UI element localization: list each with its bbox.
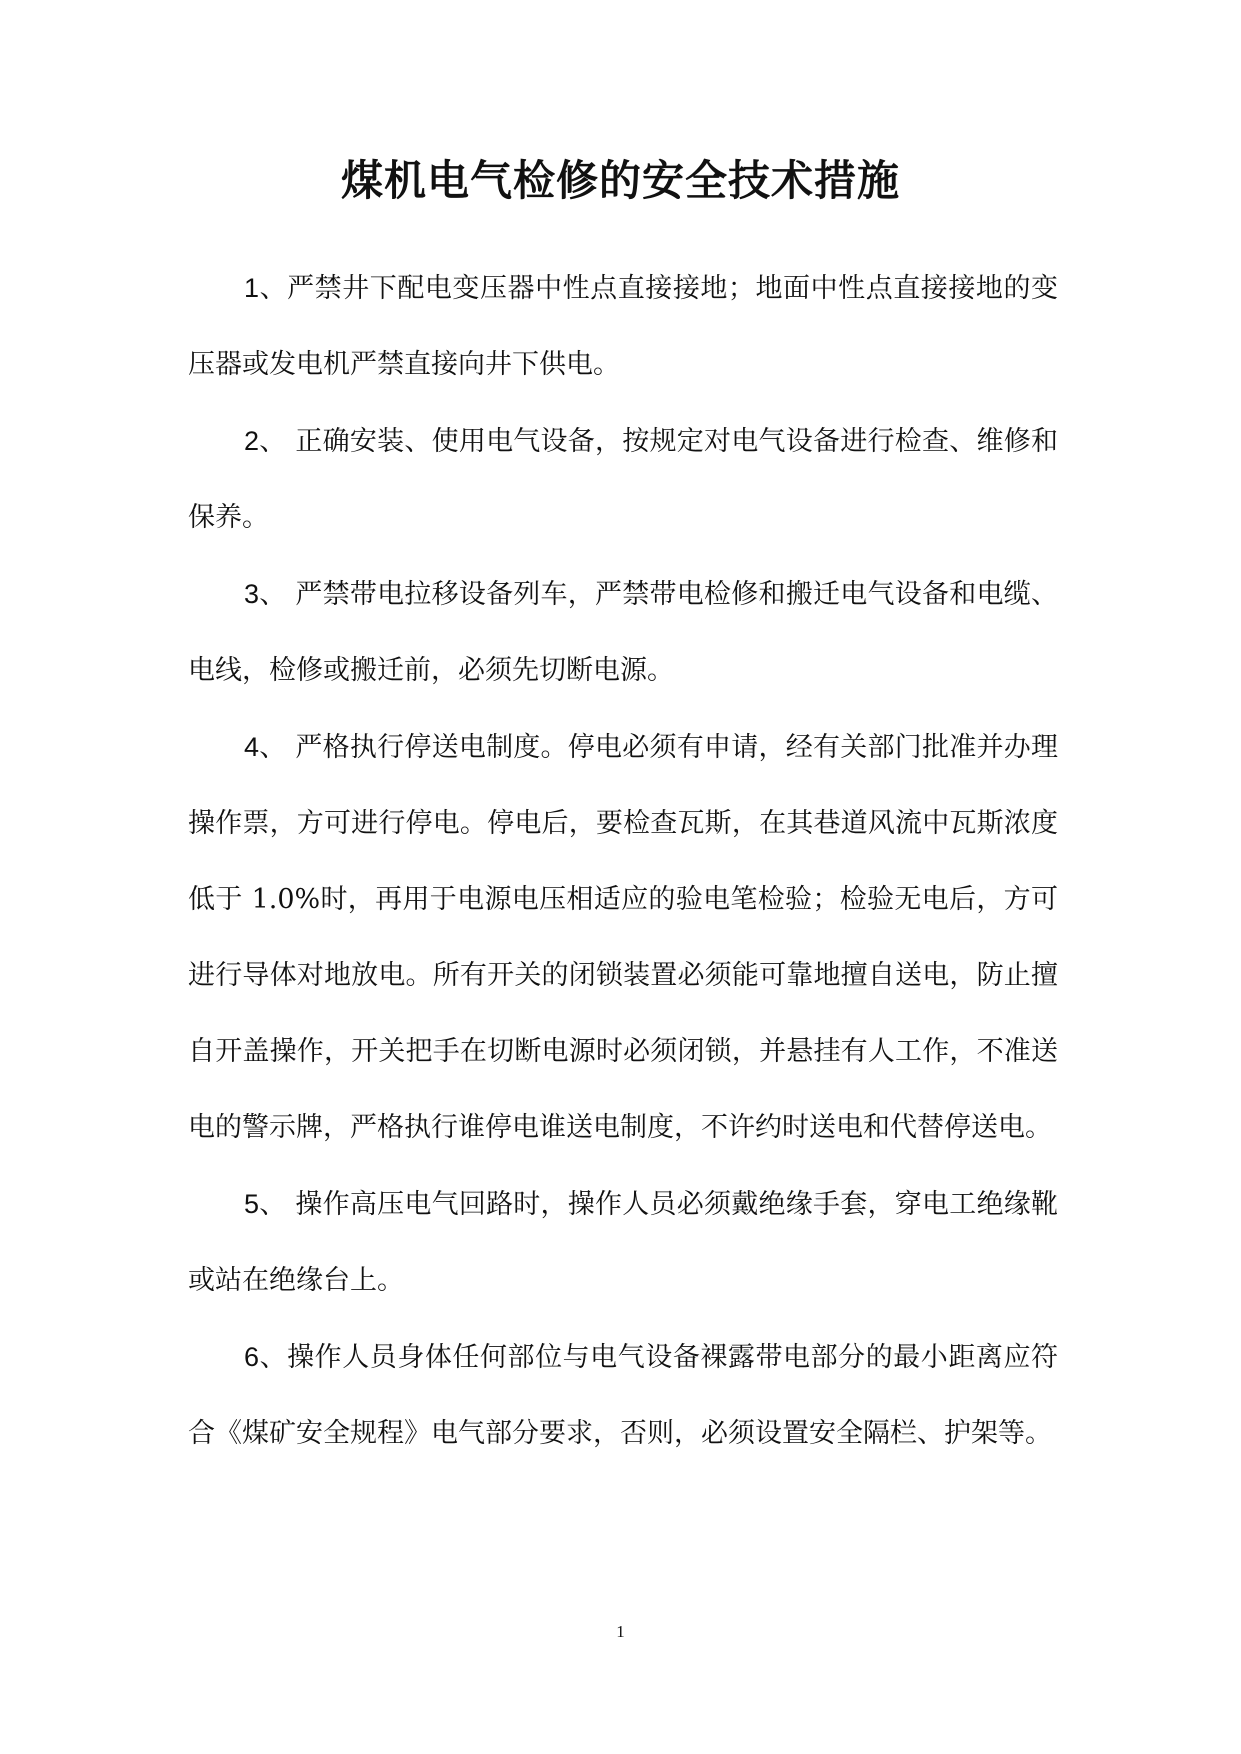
paragraph-text: 严禁带电拉移设备列车，严禁带电检修和搬迁电气设备和电缆、电线，检修或搬迁前，必须先切断电源。 bbox=[188, 579, 1058, 686]
paragraph-number: 5、 bbox=[244, 1189, 287, 1219]
document-title: 煤机电气检修的安全技术措施 bbox=[340, 156, 900, 205]
paragraph-text: 操作人员身体任何部位与电气设备裸露带电部分的最小距离应符合《煤矿安全规程》电气部分要求，否则，必须设置安全隔栏、护架等。 bbox=[188, 1342, 1058, 1449]
paragraph-number: 6、 bbox=[244, 1342, 288, 1372]
paragraph-5 bbox=[188, 1166, 1058, 1319]
paragraph-text: 正确安装、使用电气设备，按规定对电气设备进行检查、维修和保养。 bbox=[188, 426, 1058, 533]
paragraph-4 bbox=[188, 709, 1058, 1166]
paragraph-2 bbox=[188, 403, 1058, 556]
paragraph-text: 严禁井下配电变压器中性点直接接地；地面中性点直接接地的变压器或发电机严禁直接向井下供电。 bbox=[188, 273, 1058, 380]
paragraph-text: 操作高压电气回路时，操作人员必须戴绝缘手套，穿电工绝缘靴或站在绝缘台上。 bbox=[188, 1189, 1058, 1296]
paragraph-number: 2、 bbox=[244, 426, 287, 456]
document-body bbox=[188, 250, 1058, 1472]
paragraph-text: 严格执行停送电制度。停电必须有申请，经有关部门批准并办理操作票，方可进行停电。停电后，要检查瓦斯，在其巷道风流中瓦斯浓度低于 1.0%时，再用于电源电压相适应的验电笔检验；检验无电后，方可进行导体对地放电。所有开关的闭锁装置必须能可靠地擅自送电，防止擅自开盖操作，开关把手在切断电源时必须闭锁，并悬挂有人工作，不准送电的警示牌，严格执行谁停电谁送电制度，不许约时送电和代替停送电。 bbox=[188, 732, 1058, 1143]
paragraph-number: 3、 bbox=[244, 579, 287, 609]
paragraph-number: 4、 bbox=[244, 732, 287, 762]
paragraph-6 bbox=[188, 1319, 1058, 1472]
paragraph-number: 1、 bbox=[244, 273, 288, 303]
page-number: 1 bbox=[616, 1622, 625, 1641]
paragraph-3 bbox=[188, 556, 1058, 709]
paragraph-1 bbox=[188, 250, 1058, 403]
